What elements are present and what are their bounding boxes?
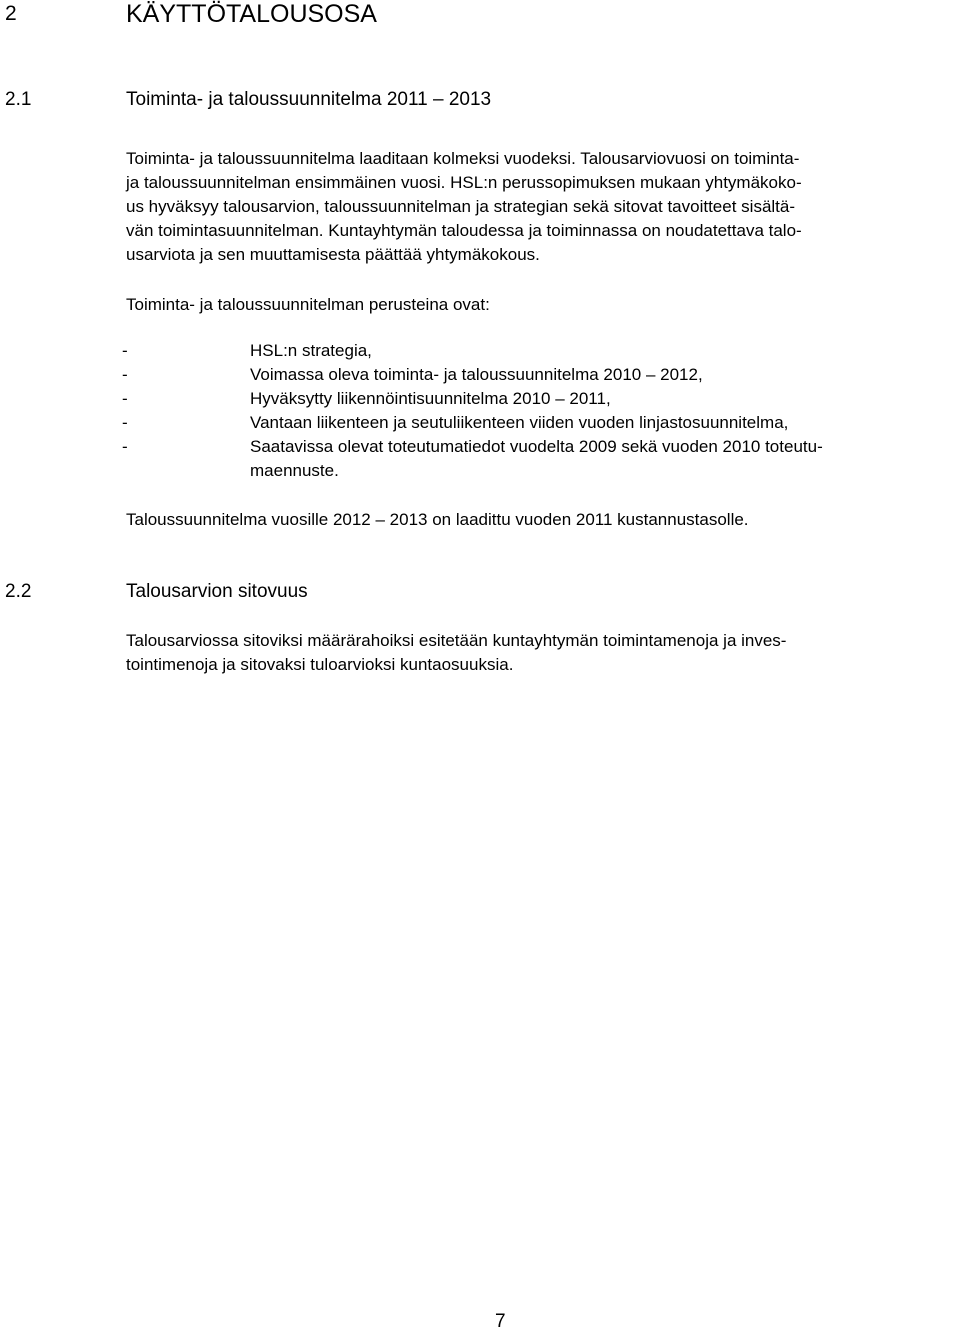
section-title: Talousarvion sitovuus	[126, 581, 308, 602]
paragraph-line: tointimenoja ja sitovaksi tuloarvioksi kuntaosuuksia.	[126, 655, 514, 674]
basis-intro-paragraph	[126, 293, 942, 317]
paragraph-line: Talousarviossa sitoviksi määrärahoiksi esitetään kuntayhtymän toimintamenoja ja inves-	[126, 631, 787, 650]
list-item	[122, 363, 952, 387]
list-item-text: Hyväksytty liikennöintisuunnitelma 2010 – 2011,	[250, 389, 611, 408]
list-item	[122, 387, 952, 411]
list-dash: -	[122, 413, 128, 432]
paragraph-line: Toiminta- ja taloussuunnitelma laaditaan kolmeksi vuodeksi. Talousarviovuosi on toiminta-	[126, 149, 800, 168]
paragraph-line: ja taloussuunnitelman ensimmäinen vuosi. HSL:n perussopimuksen mukaan yhtymäkoko-	[126, 173, 802, 192]
list-dash: -	[122, 389, 128, 408]
cost-level-paragraph	[126, 508, 942, 532]
paragraph-line: us hyväksyy talousarvion, taloussuunnitelman ja strategian sekä sitovat tavoitteet sisältä-	[126, 197, 796, 216]
list-dash: -	[122, 437, 128, 456]
list-item-text: HSL:n strategia,	[250, 341, 372, 360]
section-number: 2.1	[5, 89, 32, 110]
chapter-number: 2	[5, 2, 17, 25]
paragraph-line: Toiminta- ja taloussuunnitelman perusteina ovat:	[126, 295, 490, 314]
list-item-text: Saatavissa olevat toteutumatiedot vuodelta 2009 sekä vuoden 2010 toteutu-	[250, 437, 823, 456]
paragraph-line: vän toimintasuunnitelman. Kuntayhtymän taloudessa ja toiminnassa on noudatettava talo-	[126, 221, 802, 240]
list-dash: -	[122, 341, 128, 360]
list-item-text: Voimassa oleva toiminta- ja taloussuunnitelma 2010 – 2012,	[250, 365, 703, 384]
paragraph-line: Taloussuunnitelma vuosille 2012 – 2013 on laadittu vuoden 2011 kustannustasolle.	[126, 510, 749, 529]
list-item	[122, 339, 952, 363]
basis-list	[122, 339, 952, 483]
section-title: Toiminta- ja taloussuunnitelma 2011 – 2013	[126, 89, 492, 110]
binding-paragraph	[126, 629, 942, 677]
page-number: 7	[495, 1311, 506, 1332]
intro-paragraph	[126, 147, 942, 267]
list-item-text: maennuste.	[250, 461, 339, 480]
list-item	[122, 435, 952, 483]
list-dash: -	[122, 365, 128, 384]
list-item	[122, 411, 952, 435]
paragraph-line: usarviota ja sen muuttamisesta päättää yhtymäkokous.	[126, 245, 540, 264]
chapter-title: KÄYTTÖTALOUSOSA	[126, 0, 377, 28]
list-item-text: Vantaan liikenteen ja seutuliikenteen viiden vuoden linjastosuunnitelma,	[250, 413, 789, 432]
section-number: 2.2	[5, 581, 32, 602]
